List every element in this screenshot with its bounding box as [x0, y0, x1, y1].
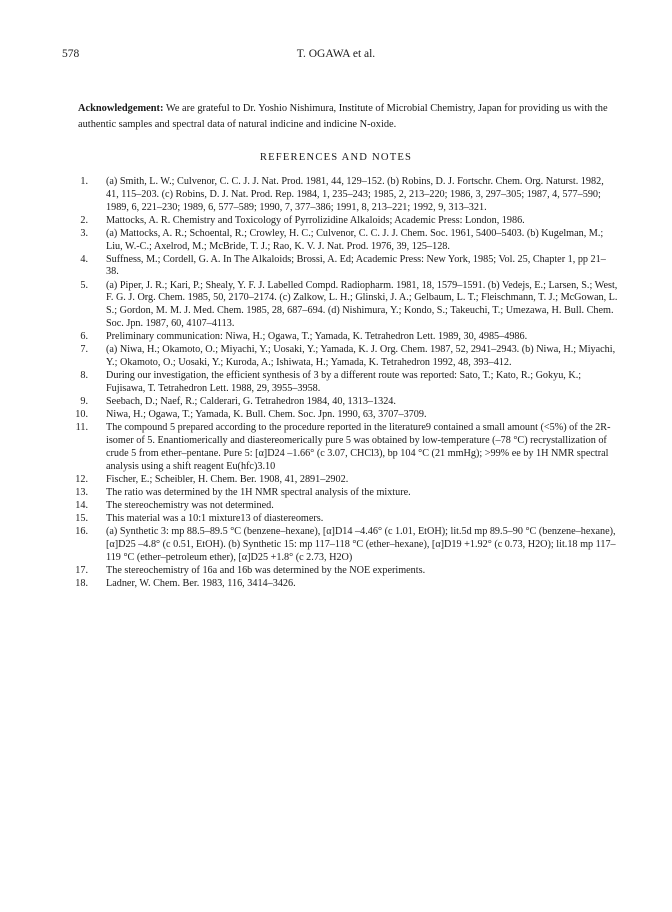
reference-item: [58, 254, 618, 280]
reference-item: [58, 280, 618, 331]
page-number: 578: [62, 48, 80, 60]
reference-text: The stereochemistry was not determined.: [106, 499, 274, 511]
reference-item: [58, 578, 618, 591]
reference-text: Mattocks, A. R. Chemistry and Toxicology of Pyrrolizidine Alkaloids; Academic Press: London, 1986.: [106, 214, 525, 226]
reference-number: 15.: [75, 512, 88, 524]
reference-text: (a) Niwa, H.; Okamoto, O.; Miyachi, Y.; Uosaki, Y.; Yamada, K. J. Org. Chem. 1987, 52, 2941–2943. (b) Niwa, H.; Miyachi, Y.; Okamoto, O.; Uosaki, Y.; Kuroda, A.; Ishiwata, H.; Yamada, K. Tetrahedron 1992, 48, 393–412.: [106, 344, 616, 368]
reference-number: 7.: [80, 344, 88, 356]
acknowledgement-text: We are grateful to Dr. Yoshio Nishimura, Institute of Microbial Chemistry, Japan for providing us with the authentic samples and spectral data of natural indicine and indicine N-oxide.: [78, 103, 608, 130]
references-list: [58, 176, 618, 591]
reference-number: 10.: [75, 409, 88, 421]
reference-number: 14.: [75, 499, 88, 511]
reference-item: [58, 176, 618, 214]
reference-text: (a) Piper, J. R.; Kari, P.; Shealy, Y. F. J. Labelled Compd. Radiopharm. 1981, 18, 1579–1591. (b) Vedejs, E.; Larsen, S.; West, F. G. J. Org. Chem. 1985, 50, 2170–2174. (c) Zalkow, L. H.; Glinski, J. A.; Gelbaum, L. T.; Fleischmann, T. J.; McGowan, L. S.; Gordon, M. M. J. Med. Chem. 1985, 28, 687–694. (d) Nishimura, Y.; Kondo, S.; Takeuchi, T.; Umezawa, H. Bull. Chem. Soc. Jpn. 1987, 60, 4107–4113.: [106, 279, 618, 329]
reference-item: [58, 513, 618, 526]
reference-text: Fischer, E.; Scheibler, H. Chem. Ber. 1908, 41, 2891–2902.: [106, 473, 349, 485]
reference-text: Preliminary communication: Niwa, H.; Ogawa, T.; Yamada, K. Tetrahedron Lett. 1989, 30, 4985–4986.: [106, 331, 528, 343]
reference-text: Seebach, D.; Naef, R.; Calderari, G. Tetrahedron 1984, 40, 1313–1324.: [106, 395, 396, 407]
reference-text: Suffness, M.; Cordell, G. A. In The Alkaloids; Brossi, A. Ed; Academic Press: New York, 1985; Vol. 25, Chapter 1, pp 21–38.: [106, 253, 606, 278]
reference-text: The compound 5 prepared according to the procedure reported in the literature9 contained a small amount (<5%) of the 2R-isomer of 5. Enantiomerically and diastereomerically pure 5 was obtained by low-temperature (–78 °C) recrystallization of crude 5 from ether–pentane. Pure 5: [α]D24 –1.66° (c 3.07, CHCl3), bp 104 °C (21 mmHg); >99% ee by 1H NMR spectral analysis using a shift reagent Eu(hfc)3.10: [106, 422, 611, 472]
reference-number: 5.: [80, 279, 88, 291]
reference-item: [58, 409, 618, 422]
reference-number: 18.: [75, 577, 88, 589]
reference-item: [58, 228, 618, 254]
reference-number: 17.: [75, 564, 88, 576]
reference-item: [58, 474, 618, 487]
reference-number: 12.: [75, 473, 88, 485]
reference-text: The ratio was determined by the 1H NMR spectral analysis of the mixture.: [106, 486, 411, 498]
reference-number: 4.: [80, 253, 88, 265]
reference-text: The stereochemistry of 16a and 16b was determined by the NOE experiments.: [106, 564, 426, 576]
reference-item: [58, 215, 618, 228]
running-head: T. OGAWA et al.: [296, 48, 376, 60]
reference-number: 11.: [75, 422, 88, 434]
reference-number: 1.: [80, 176, 88, 187]
reference-item: [58, 422, 618, 473]
acknowledgement: [78, 101, 608, 133]
reference-number: 3.: [80, 227, 88, 239]
reference-number: 9.: [80, 395, 88, 407]
reference-text: During our investigation, the efficient synthesis of 3 by a different route was reported: Sato, T.; Kato, R.; Gokyu, K.; Fujisawa, T. Tetrahedron Lett. 1988, 29, 3955–3958.: [106, 370, 582, 394]
reference-text: (a) Mattocks, A. R.; Schoental, R.; Crowley, H. C.; Culvenor, C. C. J. J. Chem. Soc. 1961, 5400–5403. (b) Kugelman, M.; Liu, W.-C.; Axelrod, M.; McBride, T. J.; Rao, K. V. J. Nat. Prod. 1976, 39, 125–128.: [106, 227, 604, 252]
reference-text: Ladner, W. Chem. Ber. 1983, 116, 3414–3426.: [106, 577, 296, 589]
reference-text: (a) Smith, L. W.; Culvenor, C. C. J. J. Nat. Prod. 1981, 44, 129–152. (b) Robins, D. J. Fortschr. Chem. Org. Naturst. 1982, 41, 115–203. (c) Robins, D. J. Nat. Prod. Rep. 1984, 1, 235–243; 1985, 2, 213–220; 1986, 3, 297–305; 1987, 4, 577–590; 1989, 6, 221–230; 1989, 6, 577–589; 1990, 7, 377–386; 1991, 8, 213–221; 1992, 9, 313–321.: [106, 176, 604, 213]
reference-item: [58, 331, 618, 344]
references-title: REFERENCES AND NOTES: [259, 152, 413, 163]
reference-item: [58, 526, 618, 564]
reference-text: This material was a 10:1 mixture13 of diastereomers.: [106, 512, 324, 524]
reference-number: 6.: [80, 331, 88, 343]
reference-item: [58, 565, 618, 578]
reference-number: 8.: [80, 370, 88, 382]
page-header: [62, 48, 610, 64]
reference-text: Niwa, H.; Ogawa, T.; Yamada, K. Bull. Chem. Soc. Jpn. 1990, 63, 3707–3709.: [106, 409, 427, 421]
reference-item: [58, 344, 618, 370]
reference-number: 2.: [80, 214, 88, 226]
reference-item: [58, 396, 618, 409]
reference-item: [58, 500, 618, 513]
reference-number: 13.: [75, 486, 88, 498]
reference-item: [58, 370, 618, 396]
reference-number: 16.: [75, 525, 88, 537]
reference-text: (a) Synthetic 3: mp 88.5–89.5 °C (benzene–hexane), [α]D14 –4.46° (c 1.01, EtOH); lit.5d mp 89.5–90 °C (benzene–hexane), [α]D25 –4.8° (c 0.51, EtOH). (b) Synthetic 15: mp 117–118 °C (ether–hexane), [α]D19 +1.92° (c 0.73, H2O); lit.18 mp 117–119 °C (ether–petroleum ether), [α]D25 +1.8° (c 2.73, H2O): [106, 525, 616, 563]
reference-item: [58, 487, 618, 500]
acknowledgement-label: Acknowledgement:: [78, 103, 164, 114]
